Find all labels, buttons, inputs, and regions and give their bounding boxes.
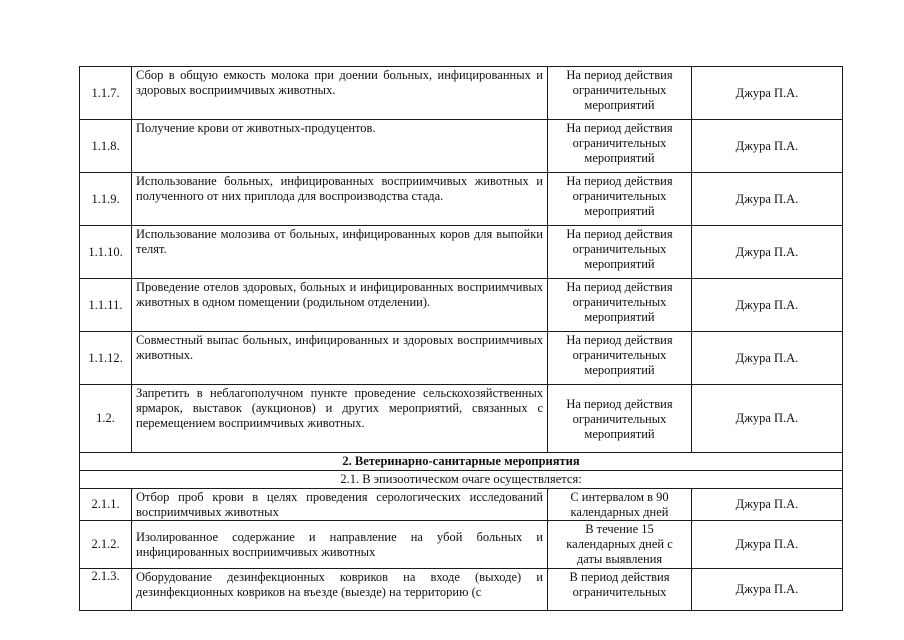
row-number: 1.1.9.	[80, 173, 132, 226]
row-number: 2.1.3.	[80, 569, 132, 611]
row-term: На период действия ограничительных мероприятий	[548, 385, 692, 453]
row-responsible: Джура П.А.	[692, 569, 843, 611]
row-description: Изолированное содержание и направление на убой больных и инфицированных восприимчивых животных	[132, 521, 548, 569]
row-number: 1.1.8.	[80, 120, 132, 173]
subsection-header-row	[80, 471, 843, 489]
row-description: Совместный выпас больных, инфицированных и здоровых восприимчивых животных.	[132, 332, 548, 385]
table-row	[80, 332, 843, 385]
row-responsible: Джура П.А.	[692, 173, 843, 226]
table-row	[80, 120, 843, 173]
row-number: 1.2.	[80, 385, 132, 453]
row-description: Использование больных, инфицированных восприимчивых животных и полученного от них приплода для воспроизводства стада.	[132, 173, 548, 226]
row-responsible: Джура П.А.	[692, 385, 843, 453]
row-number: 1.1.7.	[80, 67, 132, 120]
row-description: Оборудование дезинфекционных ковриков на входе (выходе) и дезинфекционных ковриков на въезде (выезде) на территорию (с	[132, 569, 548, 611]
row-term: В период действия ограничительных	[548, 569, 692, 611]
row-description: Проведение отелов здоровых, больных и инфицированных восприимчивых животных в одном помещении (родильном отделении).	[132, 279, 548, 332]
row-number: 2.1.1.	[80, 489, 132, 521]
table-row	[80, 521, 843, 569]
table-row	[80, 489, 843, 521]
subsection-title: 2.1. В эпизоотическом очаге осуществляется:	[80, 471, 843, 489]
row-term: На период действия ограничительных мероприятий	[548, 173, 692, 226]
row-term: На период действия ограничительных мероприятий	[548, 332, 692, 385]
row-number: 1.1.10.	[80, 226, 132, 279]
row-responsible: Джура П.А.	[692, 332, 843, 385]
row-term: На период действия ограничительных мероприятий	[548, 67, 692, 120]
row-responsible: Джура П.А.	[692, 279, 843, 332]
table-row	[80, 67, 843, 120]
row-number: 2.1.2.	[80, 521, 132, 569]
measures-table	[79, 66, 843, 611]
table-row	[80, 173, 843, 226]
table-row	[80, 569, 843, 611]
row-responsible: Джура П.А.	[692, 120, 843, 173]
table-row	[80, 385, 843, 453]
row-responsible: Джура П.А.	[692, 67, 843, 120]
table-row	[80, 279, 843, 332]
row-term: С интервалом в 90 календарных дней	[548, 489, 692, 521]
section-header-row	[80, 453, 843, 471]
row-description: Получение крови от животных-продуцентов.	[132, 120, 548, 173]
section-title: 2. Ветеринарно-санитарные мероприятия	[80, 453, 843, 471]
row-term: На период действия ограничительных мероприятий	[548, 120, 692, 173]
row-responsible: Джура П.А.	[692, 489, 843, 521]
row-term: На период действия ограничительных мероприятий	[548, 226, 692, 279]
row-term: На период действия ограничительных мероприятий	[548, 279, 692, 332]
row-responsible: Джура П.А.	[692, 521, 843, 569]
row-description: Отбор проб крови в целях проведения серологических исследований восприимчивых животных	[132, 489, 548, 521]
row-description: Запретить в неблагополучном пункте проведение сельскохозяйственных ярмарок, выставок (аукционов) и других мероприятий, связанных с перемещением восприимчивых животных.	[132, 385, 548, 453]
row-description: Использование молозива от больных, инфицированных коров для выпойки телят.	[132, 226, 548, 279]
row-description: Сбор в общую емкость молока при доении больных, инфицированных и здоровых восприимчивых животных.	[132, 67, 548, 120]
row-responsible: Джура П.А.	[692, 226, 843, 279]
row-term: В течение 15 календарных дней с даты выявления	[548, 521, 692, 569]
row-number: 1.1.12.	[80, 332, 132, 385]
row-number: 1.1.11.	[80, 279, 132, 332]
table-row	[80, 226, 843, 279]
